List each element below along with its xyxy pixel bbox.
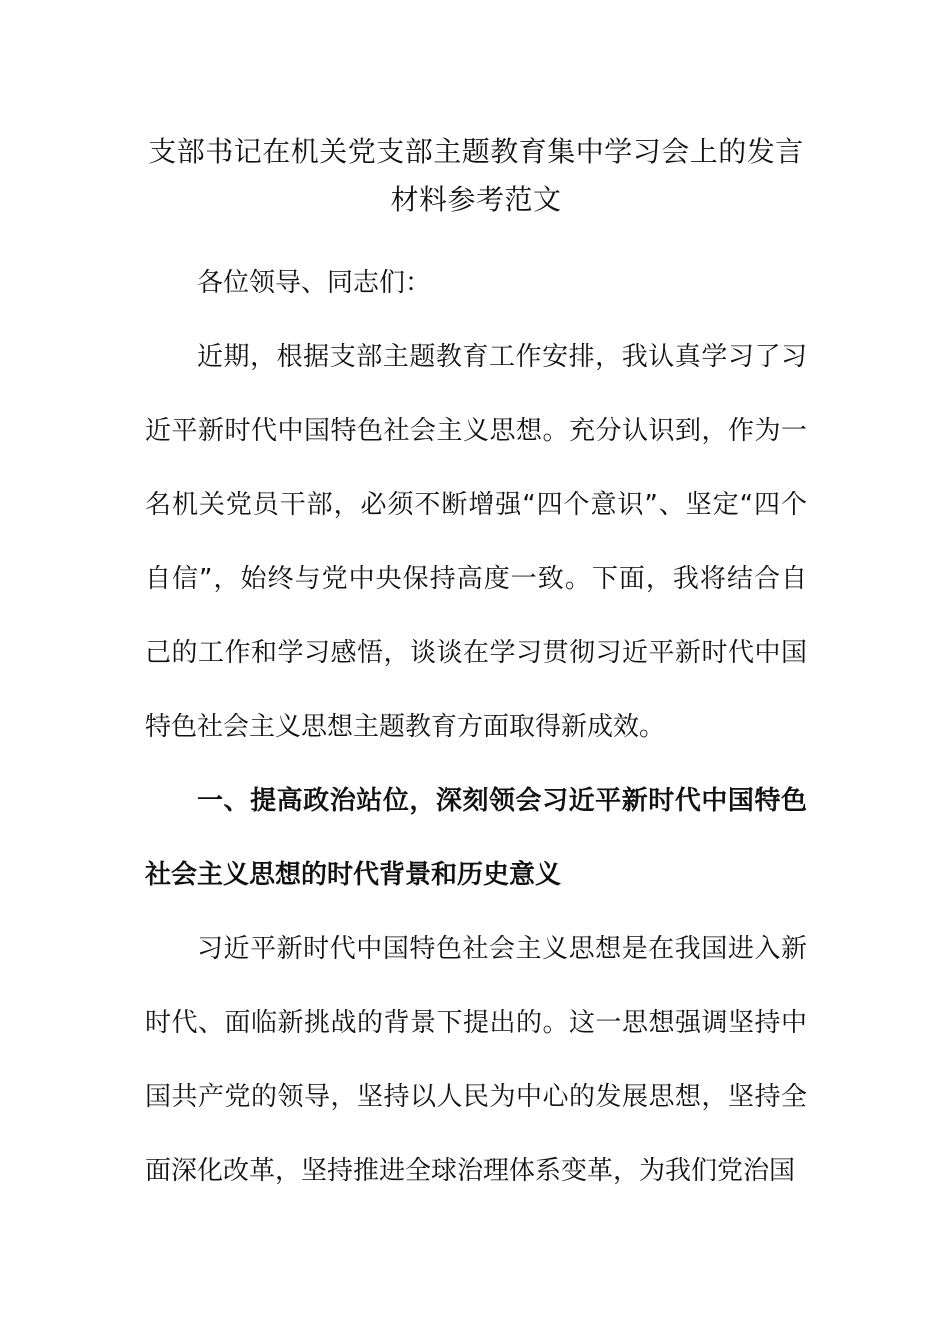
section-1-paragraph: 习近平新时代中国特色社会主义思想是在我国进入新时代、面临新挑战的背景下提出的。这一思想强调坚持中国共产党的领导，坚持以人民为中心的发展思想，坚持全面深化改革，坚持推进全球治理体系变革，为我们党治国 bbox=[145, 934, 807, 1186]
intro-paragraph: 近期，根据支部主题教育工作安排，我认真学习了习近平新时代中国特色社会主义思想。充分认识到，作为一名机关党员干部，必须不断增强“四个意识”、坚定“四个自信”，始终与党中央保持高度一致。下面，我将结合自己的工作和学习感悟，谈谈在学习贯彻习近平新时代中国特色社会主义思想主题教育方面取得新成效。 bbox=[145, 342, 807, 742]
document-body bbox=[145, 128, 807, 1208]
section-heading-1: 一、提高政治站位，深刻领会习近平新时代中国特色社会主义思想的时代背景和历史意义 bbox=[145, 786, 807, 890]
document-title: 支部书记在机关党支部主题教育集中学习会上的发言材料参考范文 bbox=[148, 135, 804, 216]
salutation: 各位领导、同志们： bbox=[197, 268, 432, 298]
